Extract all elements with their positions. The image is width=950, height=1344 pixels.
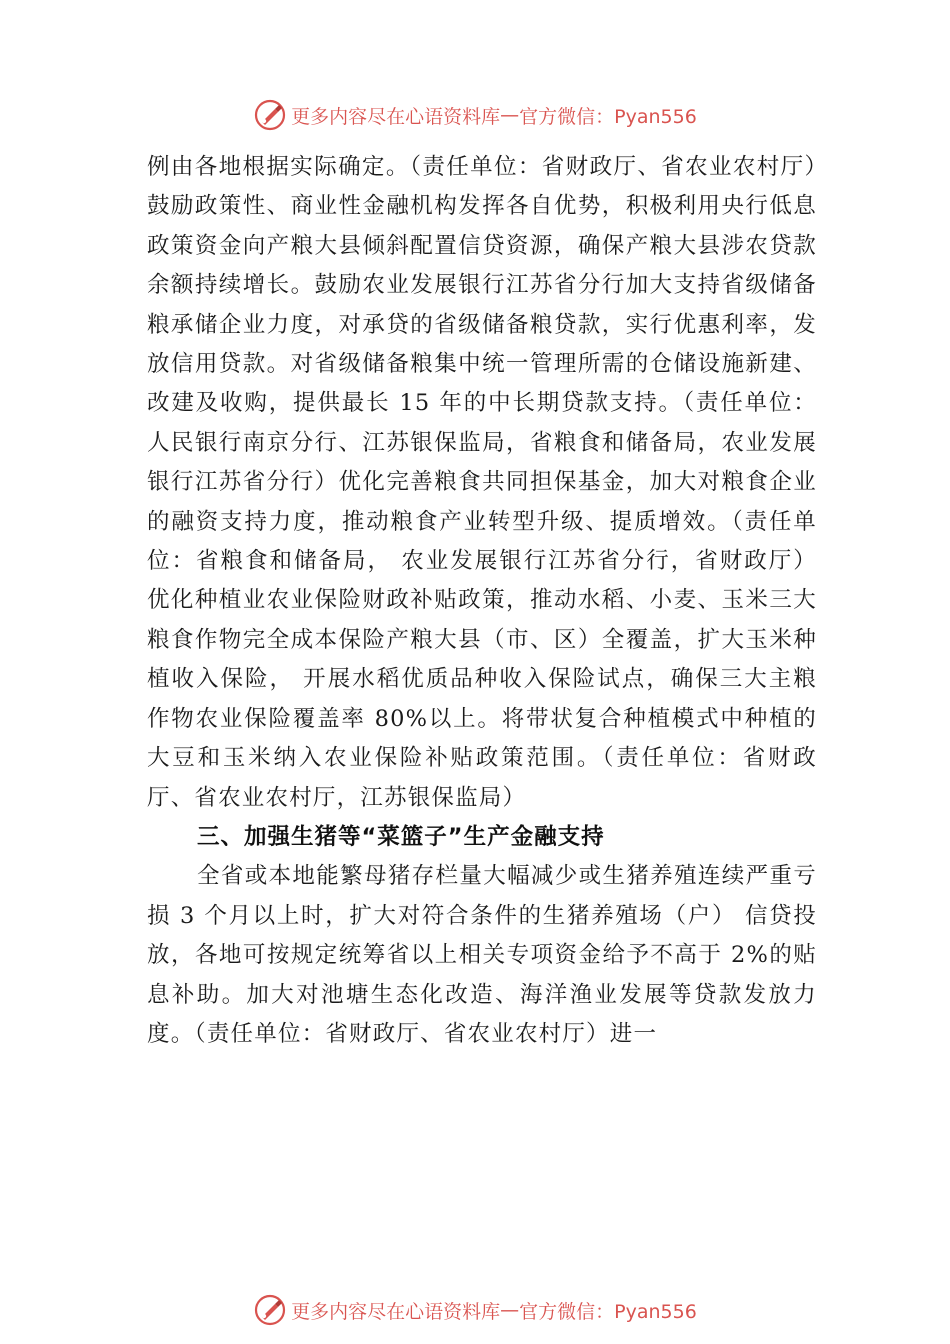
watermark-separator: — (500, 1299, 520, 1321)
watermark-main-text: 更多内容尽在心语资料库 (291, 1300, 501, 1323)
document-body (147, 148, 817, 1054)
watermark-contact-text: 官方微信：Pyan556 (519, 105, 697, 128)
watermark-main-text: 更多内容尽在心语资料库 (291, 105, 501, 128)
pen-logo-icon (253, 1293, 287, 1327)
pen-logo-icon (253, 98, 287, 132)
watermark-footer (0, 1290, 950, 1330)
section-heading: 三、加强生猪等“菜篮子”生产金融支持 (197, 823, 605, 850)
watermark-header (0, 95, 950, 135)
watermark-contact-text: 官方微信：Pyan556 (519, 1300, 697, 1323)
watermark-separator: — (500, 104, 520, 126)
body-paragraph-1: 例由各地根据实际确定。（责任单位：省财政厅、省农业农村厅）鼓励政策性、商业性金融机构发挥各自优势，积极利用央行低息政策资金向产粮大县倾斜配置信贷资源，确保产粮大县涉农贷款余额持续增长。鼓励农业发展银行江苏省分行加大支持省级储备粮承储企业力度，对承贷的省级储备粮贷款，实行优惠利率，发放信用贷款。对省级储备粮集中统一管理所需的仓储设施新建、改建及收购，提供最长 15 年的中长期贷款支持。（责任单位：人民银行南京分行、江苏银保监局，省粮食和储备局，农业发展银行江苏省分行）优化完善粮食共同担保基金，加大对粮食企业的融资支持力度，推动粮食产业转型升级、提质增效。（责任单位：省粮食和储备局， 农业发展银行江苏省分行，省财政厅）优化种植业农业保险财政补贴政策，推动水稻、小麦、玉米三大粮食作物完全成本保险产粮大县（市、区）全覆盖，扩大玉米种植收入保险， 开展水稻优质品种收入保险试点，确保三大主粮作物农业保险覆盖率 80%以上。将带状复合种植模式中种植的大豆和玉米纳入农业保险补贴政策范围。（责任单位：省财政厅、省农业农村厅，江苏银保监局） (147, 154, 817, 811)
body-paragraph-2: 全省或本地能繁母猪存栏量大幅减少或生猪养殖连续严重亏损 3 个月以上时，扩大对符合条件的生猪养殖场（户） 信贷投放，各地可按规定统筹省以上相关专项资金给予不高于 2%的贴息补助。加大对池塘生态化改造、海洋渔业发展等贷款发放力度。（责任单位：省财政厅、省农业农村厅）进一 (147, 863, 817, 1047)
